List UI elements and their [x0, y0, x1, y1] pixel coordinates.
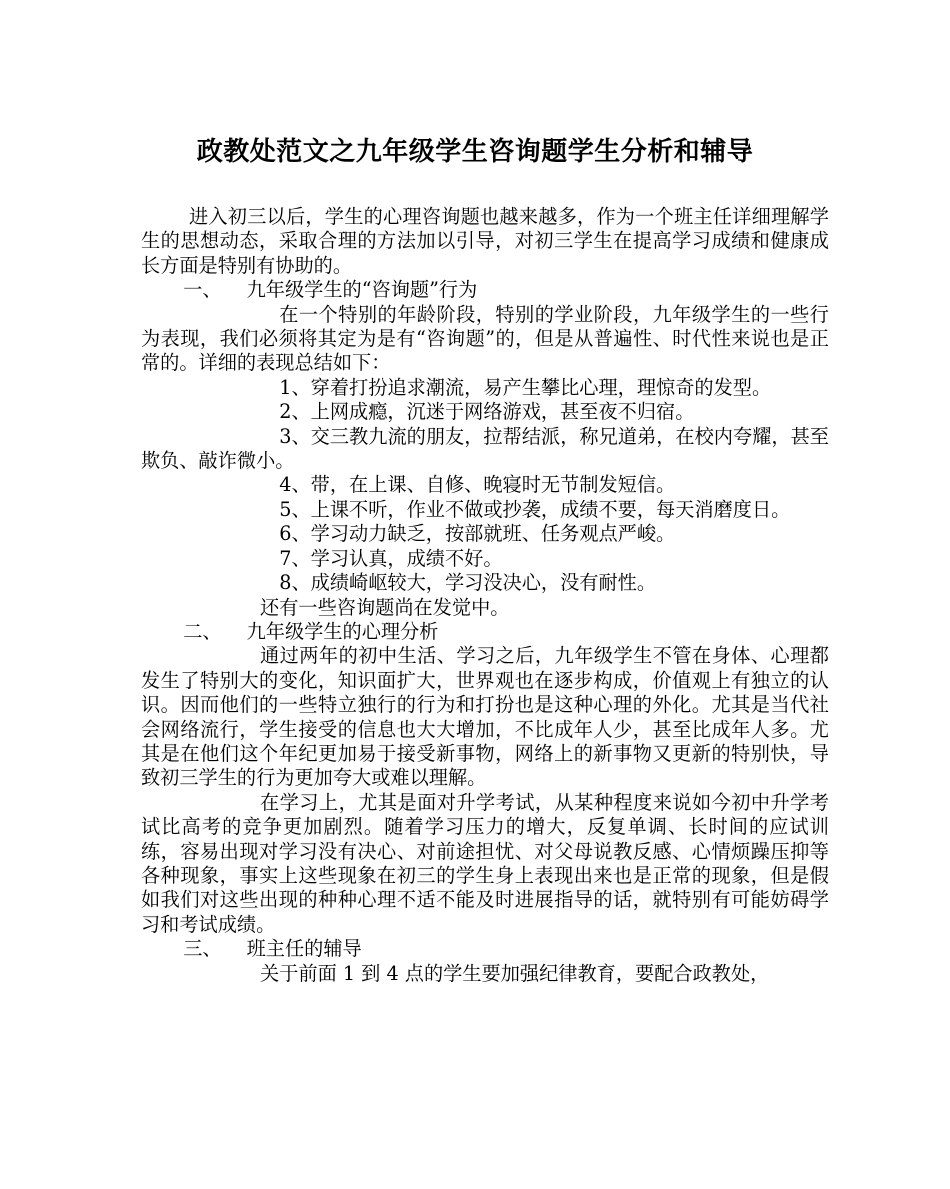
- document-body: [141, 205, 829, 986]
- list-item: 3、交三教九流的朋友，拉帮结派，称兄道弟，在校内夸耀，甚至欺负、敲诈微小。: [141, 424, 829, 473]
- intro-paragraph: 进入初三以后，学生的心理咨询题也越来越多，作为一个班主任详细理解学生的思想动态，采取合理的方法加以引导，对初三学生在提高学习成绩和健康成长方面是特别有协助的。: [141, 205, 829, 277]
- list-item: 8、成绩崎岖较大，学习没决心，没有耐性。: [279, 571, 657, 595]
- list-item: 1、穿着打扮追求潮流，易产生攀比心理，理惊奇的发型。: [279, 375, 772, 399]
- section-2-heading-text: 九年级学生的心理分析: [246, 619, 439, 643]
- list-item: 5、上课不听，作业不做或抄袭，成绩不要，每天消磨度日。: [279, 497, 791, 521]
- section-1-number: 一、: [183, 278, 222, 302]
- section-3-number: 三、: [183, 937, 222, 961]
- section-2-heading: [141, 620, 829, 644]
- section-1-paragraph: 在一个特别的年龄阶段，特别的学业阶段，九年级学生的一些行为表现，我们必须将其定为是有“咨询题”的，但是从普遍性、时代性来说也是正常的。详细的表现总结如下：: [141, 302, 829, 375]
- section-3-paragraph-1: 关于前面 1 到 4 点的学生要加强纪律教育，要配合政教处，: [260, 961, 770, 985]
- section-1-heading: [141, 278, 829, 302]
- document-title: 政教处范文之九年级学生咨询题学生分析和辅导: [196, 137, 754, 167]
- list-item: 6、学习动力缺乏，按部就班、任务观点严峻。: [279, 522, 676, 546]
- list-item: 4、带，在上课、自修、晚寝时无节制发短信。: [279, 473, 676, 497]
- section-1-closing: 还有一些咨询题尚在发觉中。: [260, 595, 510, 619]
- section-2-number: 二、: [183, 619, 222, 643]
- section-1-heading-text: 九年级学生的“咨询题”行为: [246, 278, 478, 302]
- section-3-heading: [141, 937, 829, 961]
- list-item: 7、学习认真，成绩不好。: [279, 546, 503, 570]
- list-item: 2、上网成瘾，沉迷于网络游戏，甚至夜不归宿。: [279, 400, 695, 424]
- section-3-heading-text: 班主任的辅导: [246, 937, 362, 961]
- section-2-paragraph-2: 在学习上，尤其是面对升学考试，从某种程度来说如今初中升学考试比高考的竞争更加剧烈。随着学习压力的增大，反复单调、长时间的应试训练，容易出现对学习没有决心、对前途担忧、对父母说教反感、心情烦躁压抑等各种现象，事实上这些现象在初三的学生身上表现出来也是正常的现象，但是假如我们对这些出现的种种心理不适不能及时进展指导的话，就特别有可能妨碍学习和考试成绩。: [141, 790, 829, 936]
- section-2-paragraph-1: 通过两年的初中生活、学习之后，九年级学生不管在身体、心理都发生了特别大的变化，知识面扩大，世界观也在逐步构成，价值观上有独立的认识。因而他们的一些特立独行的行为和打扮也是这种心理的外化。尤其是当代社会网络流行，学生接受的信息也大大增加，不比成年人少，甚至比成年人多。尤其是在他们这个年纪更加易于接受新事物，网络上的新事物又更新的特别快，导致初三学生的行为更加夸大或难以理解。: [141, 644, 829, 790]
